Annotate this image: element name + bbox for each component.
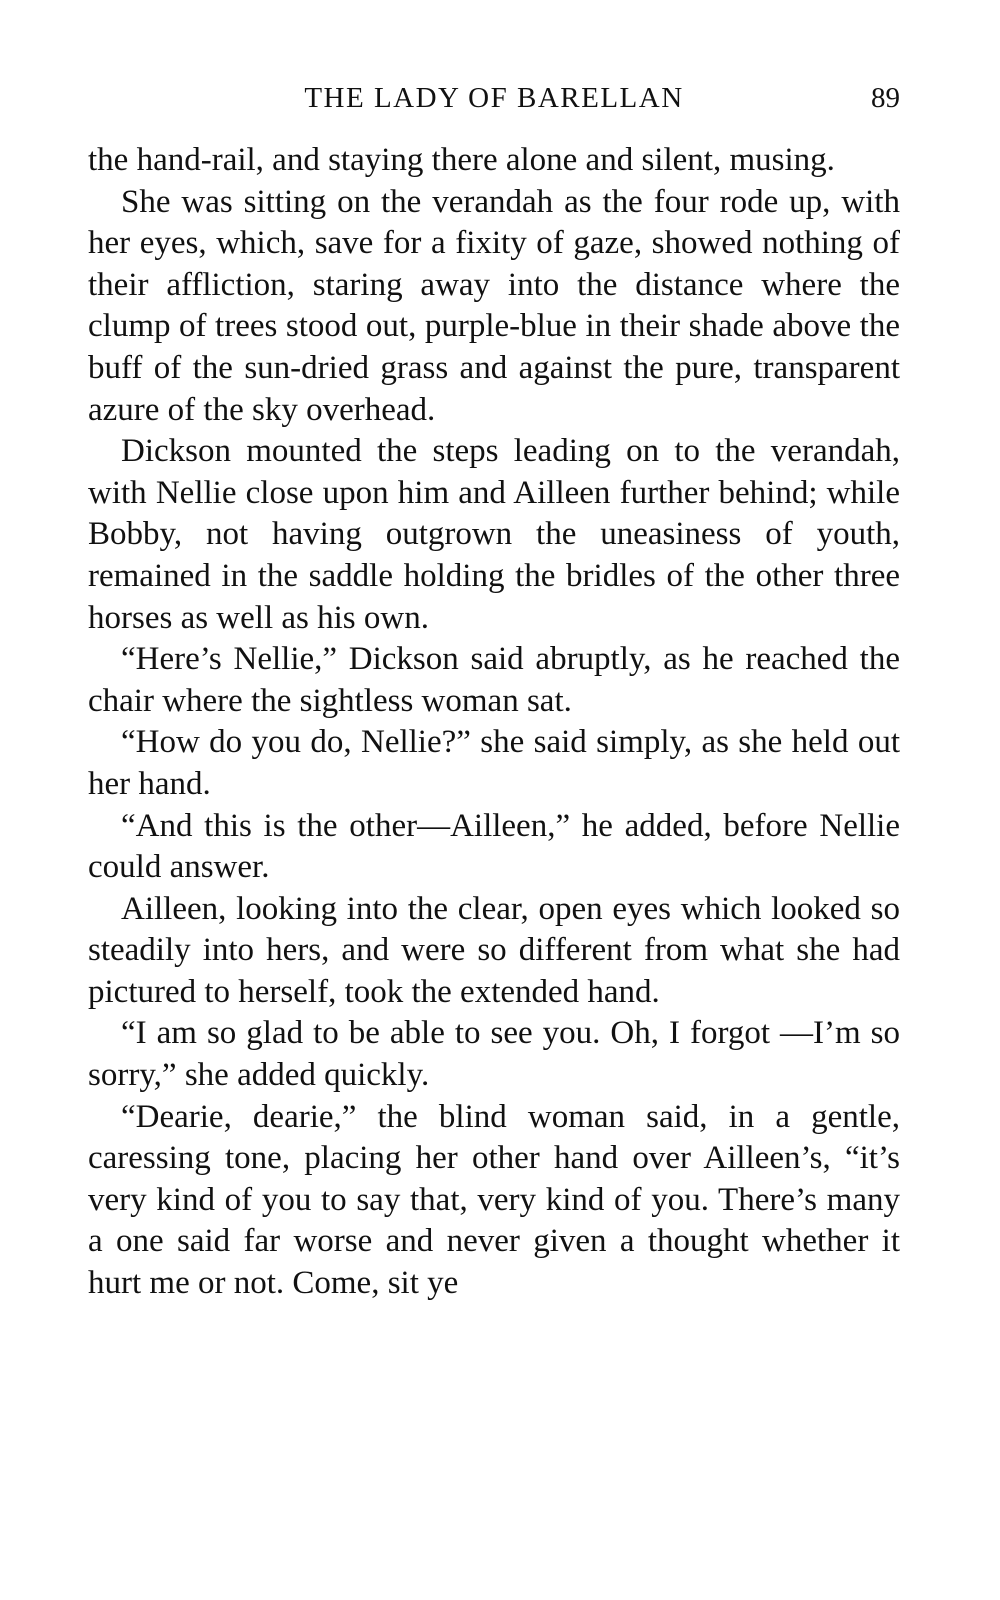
paragraph: “And this is the other—Ailleen,” he added, before Nellie could answer. [88,807,900,886]
body-text [88,140,900,1305]
paragraph: “Here’s Nellie,” Dickson said abruptly, as he reached the chair where the sightless woman sat. [88,641,900,719]
paragraph: She was sitting on the verandah as the four rode up, with her eyes, which, save for a fixity of gaze, showed nothing of their affliction, staring away into the distance where the clump of trees stood out, purple-blue in their shade above the buff of the sun-dried grass and against the pure, transparent azure of the sky overhead. [88,183,900,428]
paragraph: Ailleen, looking into the clear, open eyes which looked so steadily into hers, and were so different from what she had pictured to herself, took the extended hand. [88,890,900,1010]
paragraph-continued: the hand-rail, and staying there alone and silent, musing. [88,142,835,178]
page-number: 89 [871,82,900,114]
paragraph: “Dearie, dearie,” the blind woman said, in a gentle, caressing tone, placing her other hand over Ailleen’s, “it’s very kind of you to say that, very kind of you. There’s many a one said far worse and never given a thought whether it hurt me or not. Come, sit ye [88,1098,900,1302]
paragraph: “I am so glad to be able to see you. Oh, I forgot —I’m so sorry,” she added quickly. [88,1015,900,1094]
running-title: THE LADY OF BARELLAN [304,82,684,114]
paragraph: “How do you do, Nellie?” she said simply, as she held out her hand. [88,724,900,802]
paragraph: Dickson mounted the steps leading on to the verandah, with Nellie close upon him and Ailleen further behind; while Bobby, not having outgrown the uneasiness of youth, remained in the saddle holding the bridles of the other three horses as well as his own. [88,433,900,636]
running-head [88,78,900,118]
